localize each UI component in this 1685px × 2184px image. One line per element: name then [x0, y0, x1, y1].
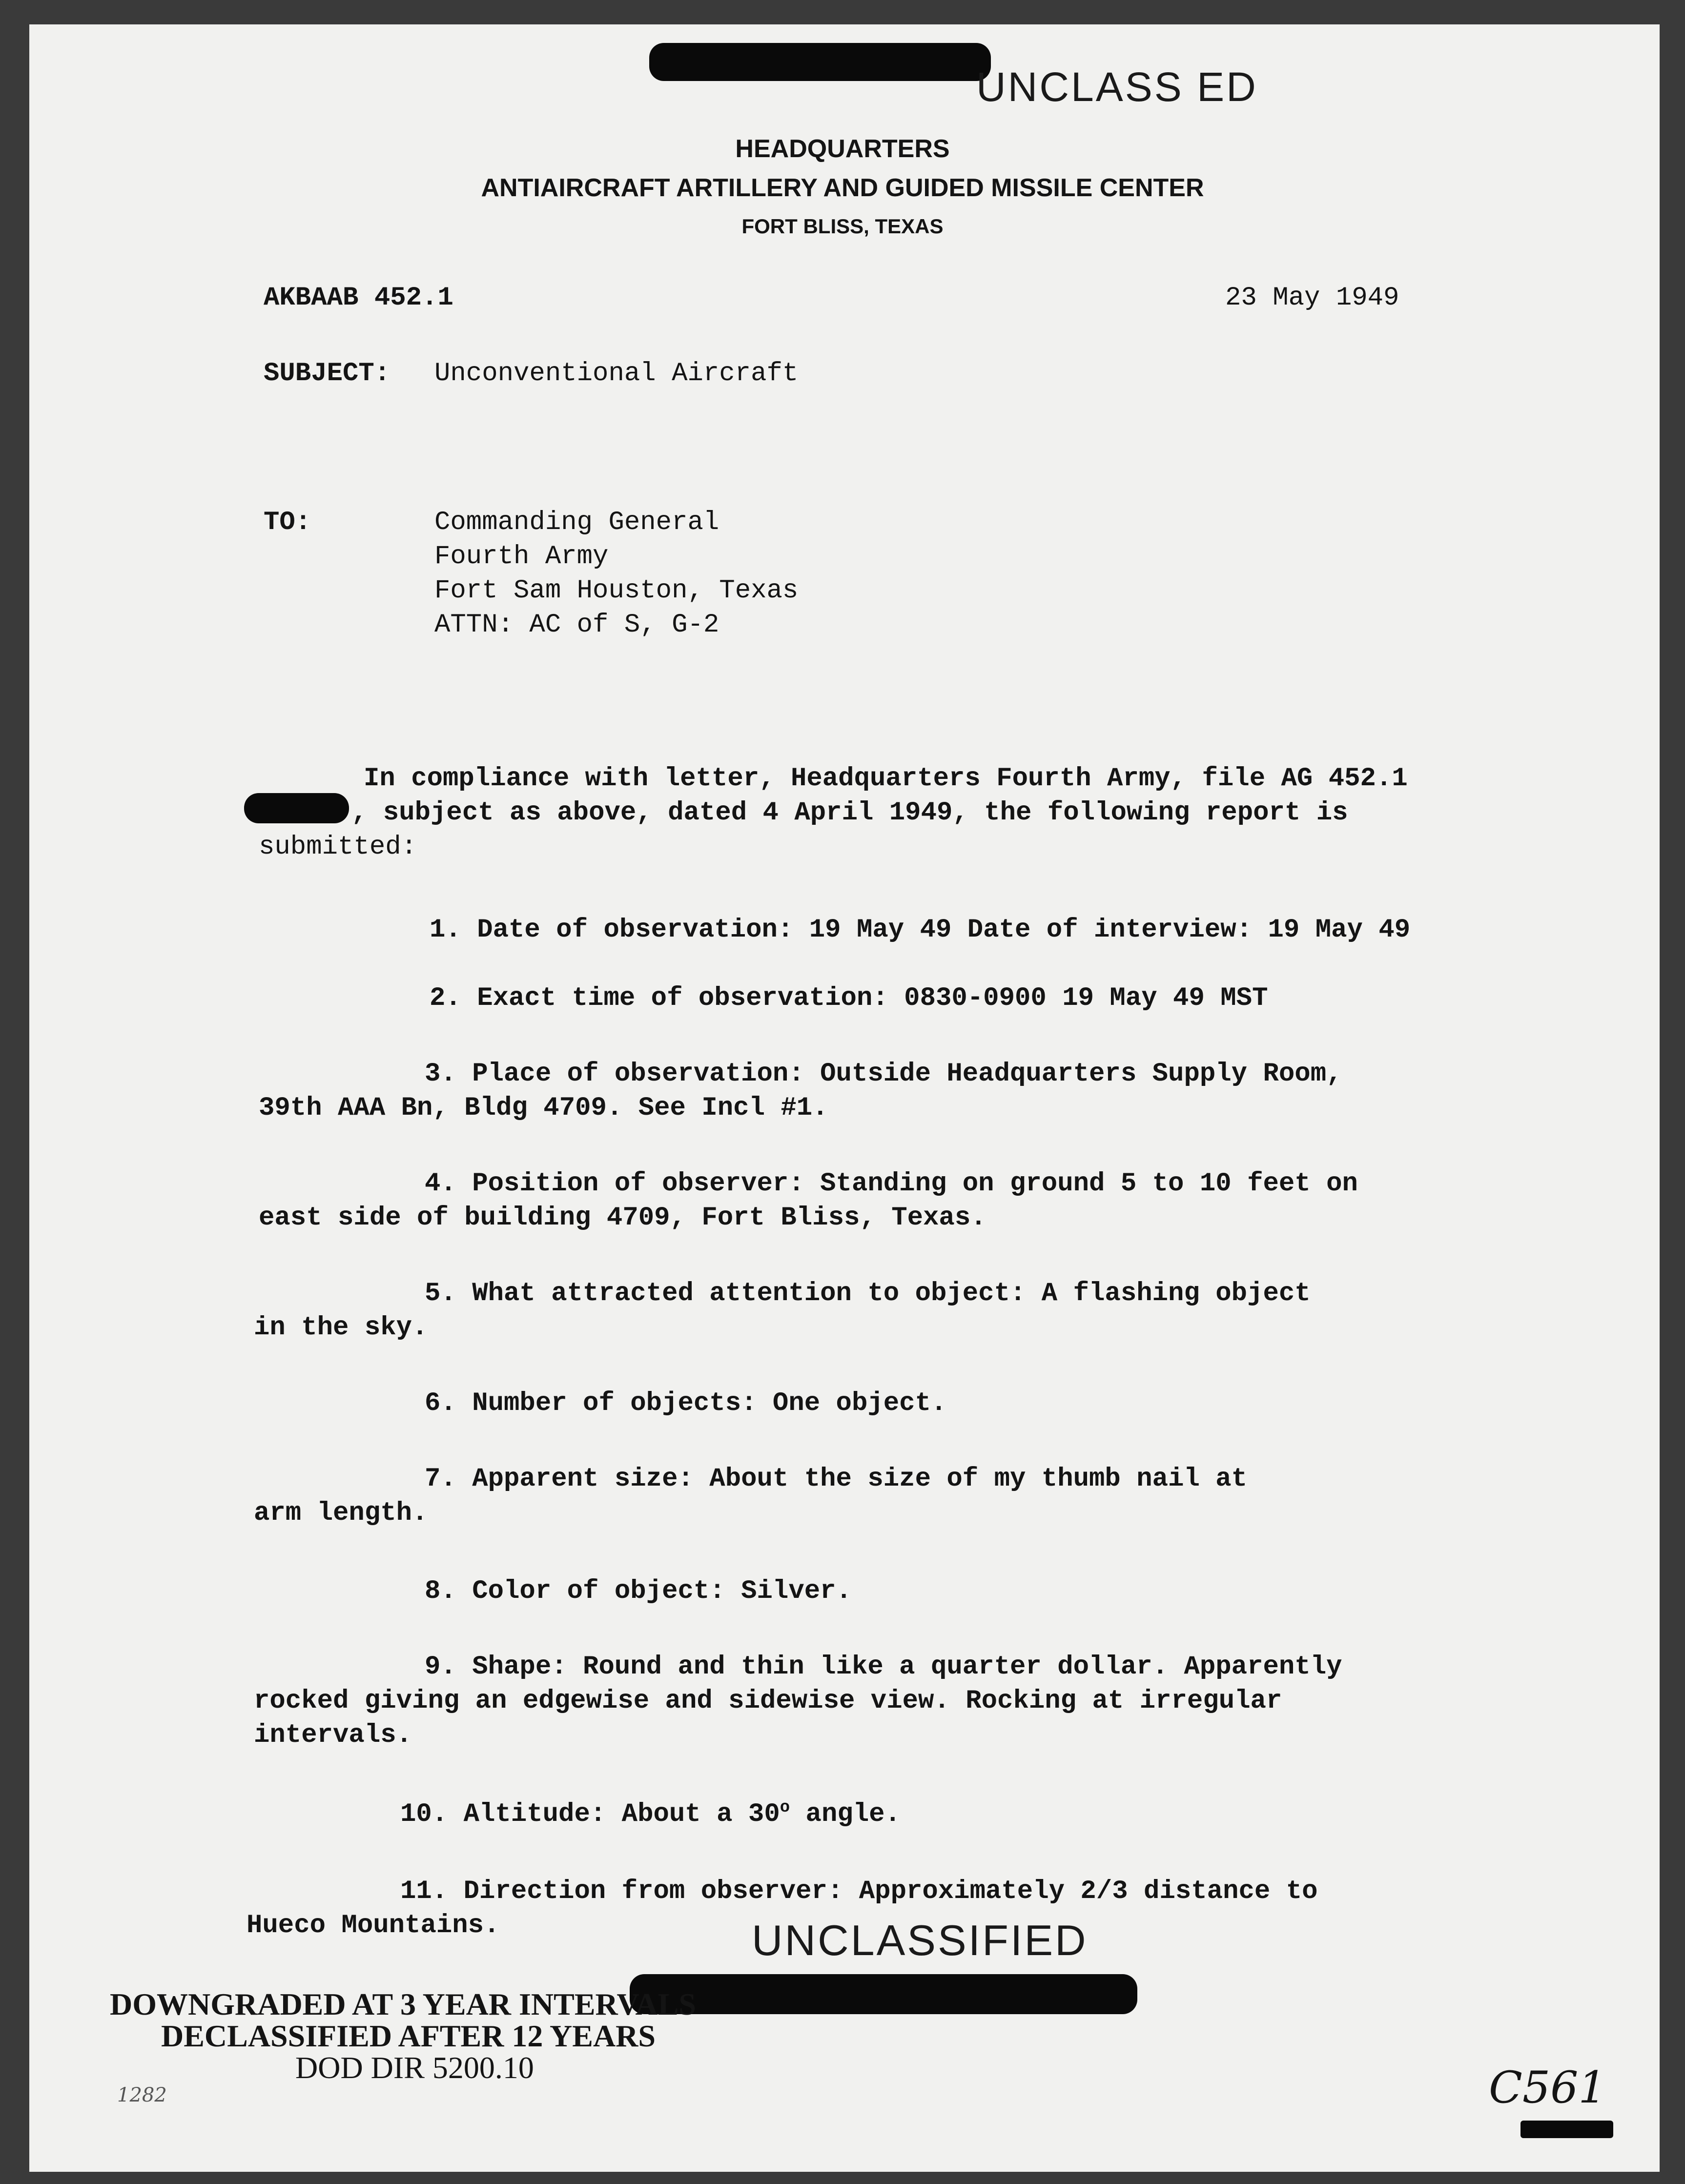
declassified-notice: DECLASSIFIED AFTER 12 YEARS	[161, 2019, 656, 2053]
file-reference: AKBAAB 452.1	[264, 283, 453, 313]
downgrade-notice: DOWNGRADED AT 3 YEAR INTERVALS	[110, 1987, 696, 2021]
redaction-bar-bottom	[630, 1974, 1137, 2014]
item-shape-continued: rocked giving an edgewise and sidewise view. Rocking at irregular	[254, 1686, 1282, 1716]
altitude-text: 10. Altitude: About a 30	[400, 1799, 780, 1829]
item-place-continued: 39th AAA Bn, Bldg 4709. See Incl #1.	[259, 1093, 828, 1123]
item-shape-continued: intervals.	[254, 1720, 412, 1750]
letterhead-center-name: ANTIAIRCRAFT ARTILLERY AND GUIDED MISSILE CENTER	[481, 174, 1204, 202]
unclassified-stamp-top: UNCLASS ED	[976, 64, 1258, 110]
item-date-of-observation: 1. Date of observation: 19 May 49 Date of interview: 19 May 49	[430, 915, 1411, 945]
page-number-handwritten: C561	[1489, 2062, 1606, 2113]
altitude-text-end: angle.	[790, 1799, 901, 1829]
bottom-right-ink-mark	[1521, 2121, 1613, 2138]
item-time-of-observation: 2. Exact time of observation: 0830-0900 19 May 49 MST	[430, 983, 1268, 1013]
item-position-of-observer: 4. Position of observer: Standing on ground 5 to 10 feet on	[425, 1169, 1358, 1199]
item-altitude	[400, 1798, 901, 1829]
redaction-bar-intro	[244, 793, 349, 823]
degree-mark: o	[780, 1798, 790, 1817]
redaction-bar-top	[649, 43, 991, 81]
dod-directive: DOD DIR 5200.10	[295, 2050, 534, 2085]
to-line: Fourth Army	[434, 542, 609, 572]
item-number-of-objects: 6. Number of objects: One object.	[425, 1388, 947, 1418]
item-direction-continued: Hueco Mountains.	[247, 1911, 500, 1940]
intro-line: submitted:	[259, 832, 417, 862]
item-color-of-object: 8. Color of object: Silver.	[425, 1576, 852, 1606]
item-attention-continued: in the sky.	[254, 1313, 428, 1343]
to-line: Fort Sam Houston, Texas	[434, 576, 799, 606]
item-size-continued: arm length.	[254, 1498, 428, 1528]
unclassified-stamp-bottom: UNCLASSIFIED	[752, 1916, 1088, 1964]
to-label: TO:	[264, 508, 311, 537]
intro-line: In compliance with letter, Headquarters Fourth Army, file AG 452.1	[364, 764, 1408, 794]
item-apparent-size: 7. Apparent size: About the size of my thumb nail at	[425, 1464, 1248, 1494]
item-shape: 9. Shape: Round and thin like a quarter dollar. Apparently	[425, 1652, 1342, 1682]
item-what-attracted-attention: 5. What attracted attention to object: A flashing object	[425, 1279, 1311, 1308]
subject-value: Unconventional Aircraft	[434, 359, 799, 388]
letter-date: 23 May 1949	[1225, 283, 1399, 313]
letterhead-location: FORT BLISS, TEXAS	[741, 215, 944, 238]
intro-line: , subject as above, dated 4 April 1949, the following report is	[351, 798, 1348, 828]
item-place-of-observation: 3. Place of observation: Outside Headquarters Supply Room,	[425, 1059, 1342, 1089]
item-position-continued: east side of building 4709, Fort Bliss, Texas.	[259, 1203, 986, 1233]
letterhead-headquarters: HEADQUARTERS	[735, 135, 950, 163]
subject-label: SUBJECT:	[264, 359, 390, 388]
page-mark-handwritten: 1282	[117, 2084, 167, 2106]
to-line: ATTN: AC of S, G-2	[434, 610, 719, 640]
item-direction-from-observer: 11. Direction from observer: Approximately 2/3 distance to	[400, 1877, 1318, 1906]
to-line: Commanding General	[434, 508, 719, 537]
